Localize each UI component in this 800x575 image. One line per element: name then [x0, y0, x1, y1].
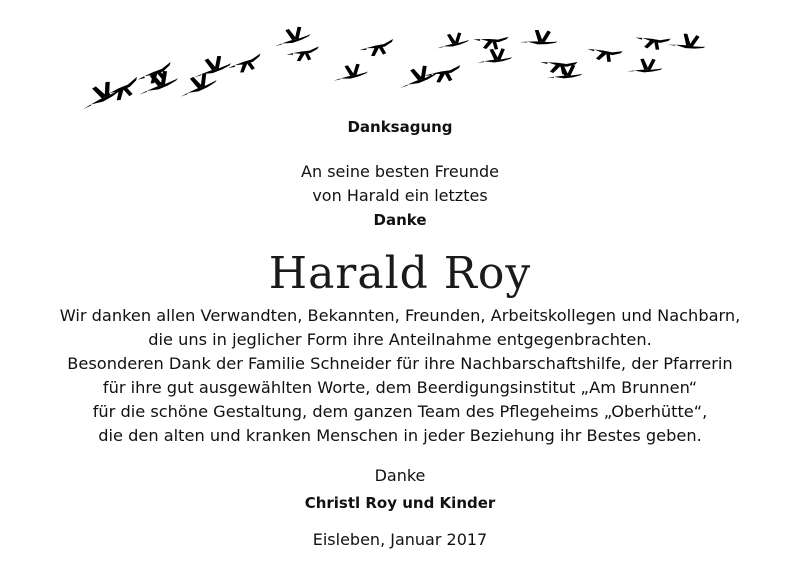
place-date: Eisleben, Januar 2017 [312, 530, 488, 549]
body-text-line: für die schöne Gestaltung, dem ganzen Team des Pflegeheims „Oberhütte“, [92, 402, 708, 421]
flying-cranes-icon [0, 0, 800, 120]
deceased-name: Harald Roy [268, 248, 532, 299]
closing-thanks: Danke [374, 466, 426, 485]
signer-name: Christl Roy und Kinder [304, 494, 496, 512]
body-text-line: die den alten und kranken Menschen in jeder Beziehung ihr Bestes geben. [98, 426, 702, 445]
body-text-line: Besonderen Dank der Familie Schneider für ihre Nachbarschaftshilfe, der Pfarrerin [67, 354, 733, 373]
body-text-line: für ihre gut ausgewählten Worte, dem Beerdigungsinstitut „Am Brunnen“ [102, 378, 698, 397]
intro-line: An seine besten Freunde [301, 162, 499, 181]
body-text-line: die uns in jeglicher Form ihre Anteilnahme entgegenbrachten. [148, 330, 652, 349]
body-text-line: Wir danken allen Verwandten, Bekannten, Freunden, Arbeitskollegen und Nachbarn, [59, 306, 741, 325]
intro-line: von Harald ein letztes [312, 186, 488, 205]
notice-heading: Danksagung [347, 118, 453, 136]
intro-line-thanks: Danke [373, 211, 427, 229]
